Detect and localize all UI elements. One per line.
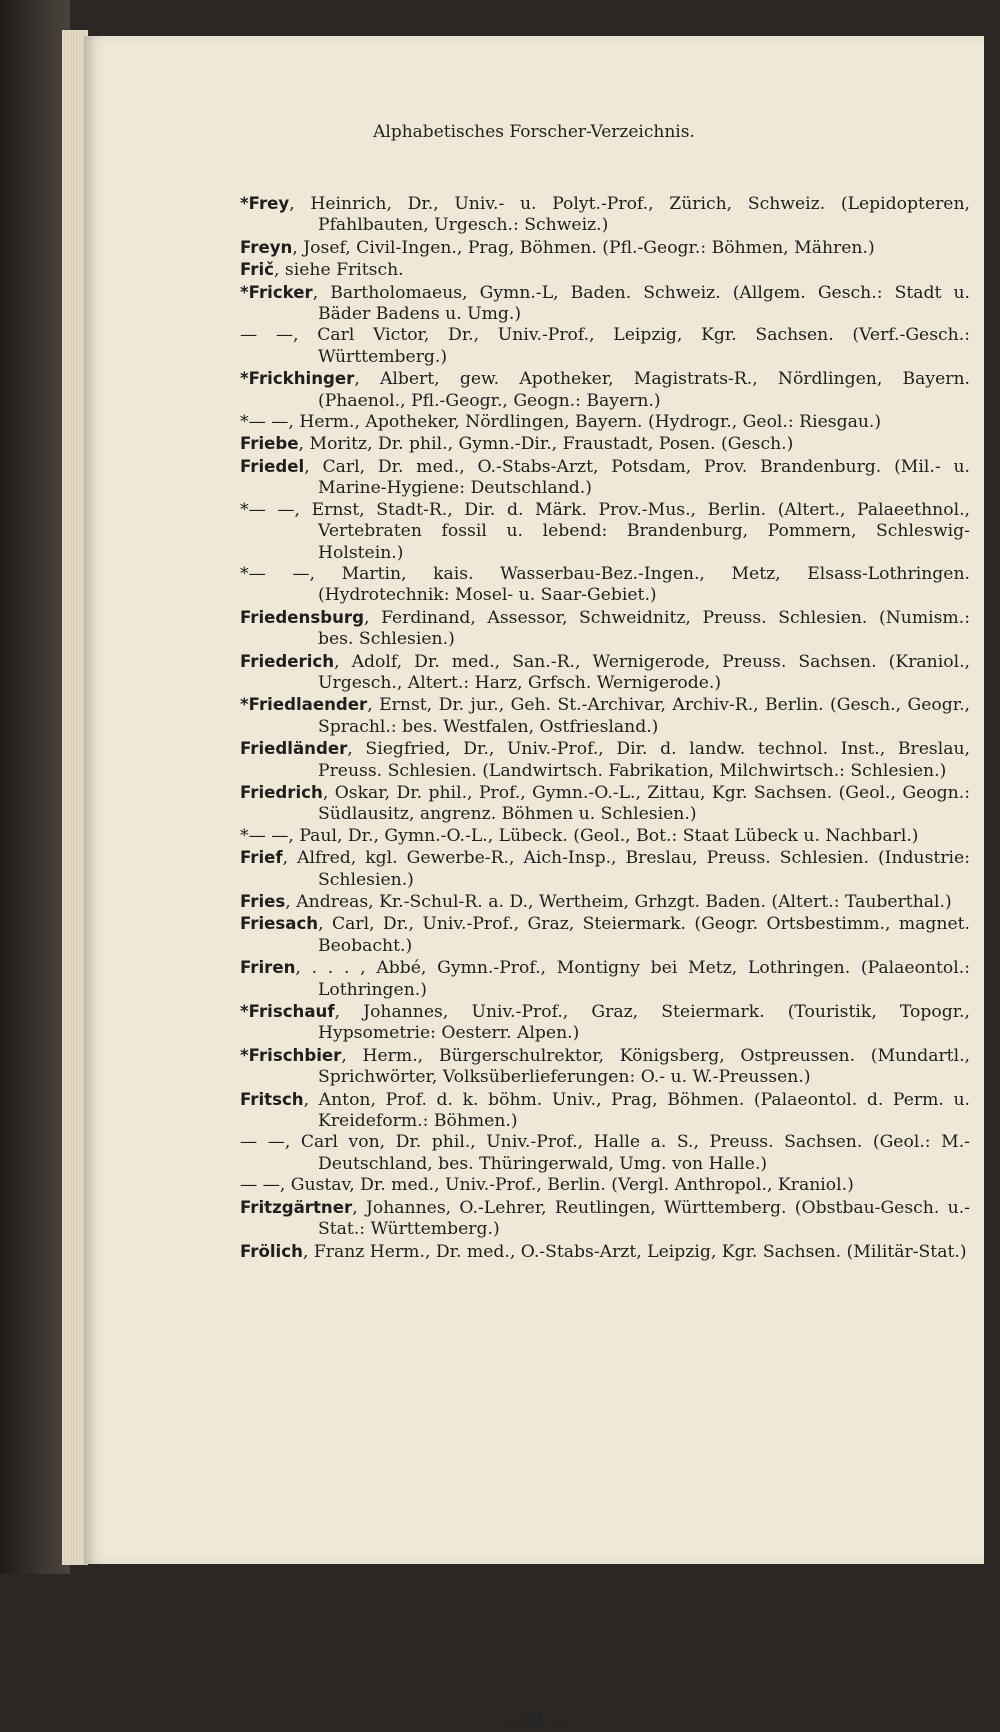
entry-text: , Siegfried, Dr., Univ.-Prof., Dir. d. landw. technol. Inst., Breslau, Preuss. Schlesien. (Landwirtsch. Fabrikation, Milchwirtsch.: Schlesien.) bbox=[318, 739, 970, 781]
list-item bbox=[240, 847, 970, 891]
entry-name: Freyn bbox=[240, 237, 293, 257]
list-item bbox=[240, 738, 970, 782]
list-item bbox=[240, 1001, 970, 1045]
entry-text: , Franz Herm., Dr. med., O.-Stabs-Arzt, Leipzig, Kgr. Sachsen. (Militär-Stat.) bbox=[302, 1241, 967, 1262]
list-item bbox=[240, 433, 970, 455]
entry-name: *Friedlaender bbox=[240, 695, 368, 715]
entry-text: — —, Carl von, Dr. phil., Univ.-Prof., Halle a. S., Preuss. Sachsen. (Geol.: M.-Deutschland, bes. Thüringerwald, Umg. von Halle.) bbox=[240, 1132, 970, 1174]
entry-text: , Moritz, Dr. phil., Gymn.-Dir., Fraustadt, Posen. (Gesch.) bbox=[298, 434, 794, 455]
book-binding bbox=[0, 0, 70, 1574]
entry-name: Friedel bbox=[240, 456, 305, 476]
entry-name: Fritzgärtner bbox=[240, 1197, 353, 1217]
book-page bbox=[84, 36, 984, 1732]
entry-text: , Ferdinand, Assessor, Schweidnitz, Preuss. Schlesien. (Numism.: bes. Schlesien.) bbox=[318, 607, 970, 650]
list-item bbox=[240, 913, 970, 957]
list-item bbox=[240, 1241, 970, 1263]
list-item bbox=[240, 500, 970, 564]
entry-text: , Andreas, Kr.-Schul-R. a. D., Wertheim, Grhzgt. Baden. (Altert.: Tauberthal.) bbox=[285, 892, 952, 912]
entry-text: , Josef, Civil-Ingen., Prag, Böhmen. (Pfl.-Geogr.: Böhmen, Mähren.) bbox=[292, 237, 875, 258]
list-item bbox=[240, 368, 970, 412]
list-item bbox=[240, 259, 970, 281]
list-item bbox=[240, 1089, 970, 1133]
entry-text: , Albert, gew. Apotheker, Magistrats-R., Nördlingen, Bayern. (Phaenol., Pfl.-Geogr., Geogn.: Bayern.) bbox=[318, 369, 970, 411]
entry-name: Friedrich bbox=[240, 782, 323, 802]
entry-list bbox=[240, 193, 970, 1263]
entry-name: Friederich bbox=[240, 651, 335, 671]
list-item bbox=[240, 891, 970, 913]
entry-name: Fritsch bbox=[240, 1089, 304, 1109]
entry-name: *Frey bbox=[240, 194, 290, 213]
list-item bbox=[240, 1197, 970, 1241]
list-item bbox=[240, 412, 970, 433]
list-item bbox=[240, 1175, 970, 1196]
entry-name: *Frickhinger bbox=[240, 369, 355, 389]
entry-text: , Heinrich, Dr., Univ.- u. Polyt.-Prof., Zürich, Schweiz. (Lepidopteren, Pfahlbauten, Urgesch.: Schweiz.) bbox=[289, 194, 970, 236]
entry-text: , Ernst, Dr. jur., Geh. St.-Archivar, Archiv-R., Berlin. (Gesch., Geogr., Sprachl.: bes. Westfalen, Ostfriesland.) bbox=[318, 695, 970, 737]
list-item bbox=[240, 193, 970, 237]
list-item bbox=[240, 782, 970, 826]
entry-text: , Oskar, Dr. phil., Prof., Gymn.-O.-L., Zittau, Kgr. Sachsen. (Geol., Geogn.: Südlausitz, angrenz. Böhmen u. Schlesien.) bbox=[318, 782, 970, 825]
entry-text: *— —, Martin, kais. Wasserbau-Bez.-Ingen., Metz, Elsass-Lothringen. (Hydrotechnik: Mosel- u. Saar-Gebiet.) bbox=[240, 563, 970, 606]
list-item bbox=[240, 694, 970, 738]
entry-text: , Johannes, Univ.-Prof., Graz, Steiermark. (Touristik, Topogr., Hypsometrie: Oesterr. Alpen.) bbox=[318, 1002, 970, 1044]
list-item bbox=[240, 456, 970, 500]
entry-text: *— —, Herm., Apotheker, Nördlingen, Bayern. (Hydrogr., Geol.: Riesgau.) bbox=[240, 412, 882, 433]
entry-text: *— —, Paul, Dr., Gymn.-O.-L., Lübeck. (Geol., Bot.: Staat Lübeck u. Nachbarl.) bbox=[240, 825, 919, 846]
entry-name: Fries bbox=[240, 892, 286, 911]
entry-text: *— —, Ernst, Stadt-R., Dir. d. Märk. Prov.-Mus., Berlin. (Altert., Palaeethnol., Vertebraten fossil u. lebend: Brandenburg, Pommern, Schleswig-Holstein.) bbox=[240, 499, 970, 563]
entry-text: , Carl, Dr., Univ.-Prof., Graz, Steiermark. (Geogr. Ortsbestimm., magnet. Beobacht.) bbox=[318, 914, 970, 956]
entry-name: Frölich bbox=[240, 1241, 303, 1261]
entry-name: Friebe bbox=[240, 434, 299, 454]
entry-text: , Anton, Prof. d. k. böhm. Univ., Prag, Böhmen. (Palaeontol. d. Perm. u. Kreideform.: Böhmen.) bbox=[303, 1089, 970, 1132]
entry-text: , . . . , Abbé, Gymn.-Prof., Montigny bei Metz, Lothringen. (Palaeontol.: Lothringen.) bbox=[295, 958, 970, 1000]
entry-name: Friren bbox=[240, 958, 296, 978]
entry-text: , Johannes, O.-Lehrer, Reutlingen, Württemberg. (Obstbau-Gesch. u.- Stat.: Württemberg.) bbox=[318, 1197, 970, 1240]
entry-text: , siehe Fritsch. bbox=[273, 260, 404, 281]
entry-text: , Bartholomaeus, Gymn.-L, Baden. Schweiz. (Allgem. Gesch.: Stadt u. Bäder Badens u. Umg.) bbox=[312, 282, 970, 325]
list-item bbox=[240, 607, 970, 651]
entry-text: , Herm., Bürgerschulrektor, Königsberg, Ostpreussen. (Mundartl., Sprichwörter, Volksüberlieferungen: O.- u. W.-Preussen.) bbox=[318, 1045, 970, 1088]
entry-text: , Adolf, Dr. med., San.-R., Wernigerode, Preuss. Sachsen. (Kraniol., Urgesch., Altert.: Harz, Grfsch. Wernigerode.) bbox=[318, 651, 970, 693]
list-item bbox=[240, 282, 970, 326]
list-item bbox=[240, 1045, 970, 1089]
list-item bbox=[240, 651, 970, 695]
page-header: Alphabetisches Forscher-Verzeichnis. bbox=[373, 122, 695, 142]
list-item bbox=[240, 1132, 970, 1175]
list-item bbox=[240, 957, 970, 1001]
entry-name: *Frischauf bbox=[240, 1002, 335, 1022]
entry-name: *Fricker bbox=[240, 282, 313, 302]
entry-name: Frič bbox=[240, 260, 274, 280]
entry-name: Frief bbox=[240, 848, 283, 868]
page-number: — 24 — bbox=[500, 1712, 568, 1732]
entry-name: Friedländer bbox=[240, 739, 348, 759]
list-item bbox=[240, 826, 970, 847]
entry-text: — —, Carl Victor, Dr., Univ.-Prof., Leipzig, Kgr. Sachsen. (Verf.-Gesch.: Württemberg.) bbox=[240, 325, 970, 367]
entry-text: , Carl, Dr. med., O.-Stabs-Arzt, Potsdam, Prov. Brandenburg. (Mil.- u. Marine-Hygiene: Deutschland.) bbox=[304, 456, 970, 499]
entry-name: *Frischbier bbox=[240, 1045, 342, 1065]
entry-name: Friesach bbox=[240, 914, 319, 934]
entry-text: — —, Gustav, Dr. med., Univ.-Prof., Berlin. (Vergl. Anthropol., Kraniol.) bbox=[240, 1175, 854, 1196]
list-item bbox=[240, 564, 970, 607]
entry-name: Friedensburg bbox=[240, 607, 364, 627]
list-item bbox=[240, 237, 970, 259]
list-item bbox=[240, 325, 970, 368]
entry-text: , Alfred, kgl. Gewerbe-R., Aich-Insp., Breslau, Preuss. Schlesien. (Industrie: Schlesien.) bbox=[282, 848, 970, 890]
